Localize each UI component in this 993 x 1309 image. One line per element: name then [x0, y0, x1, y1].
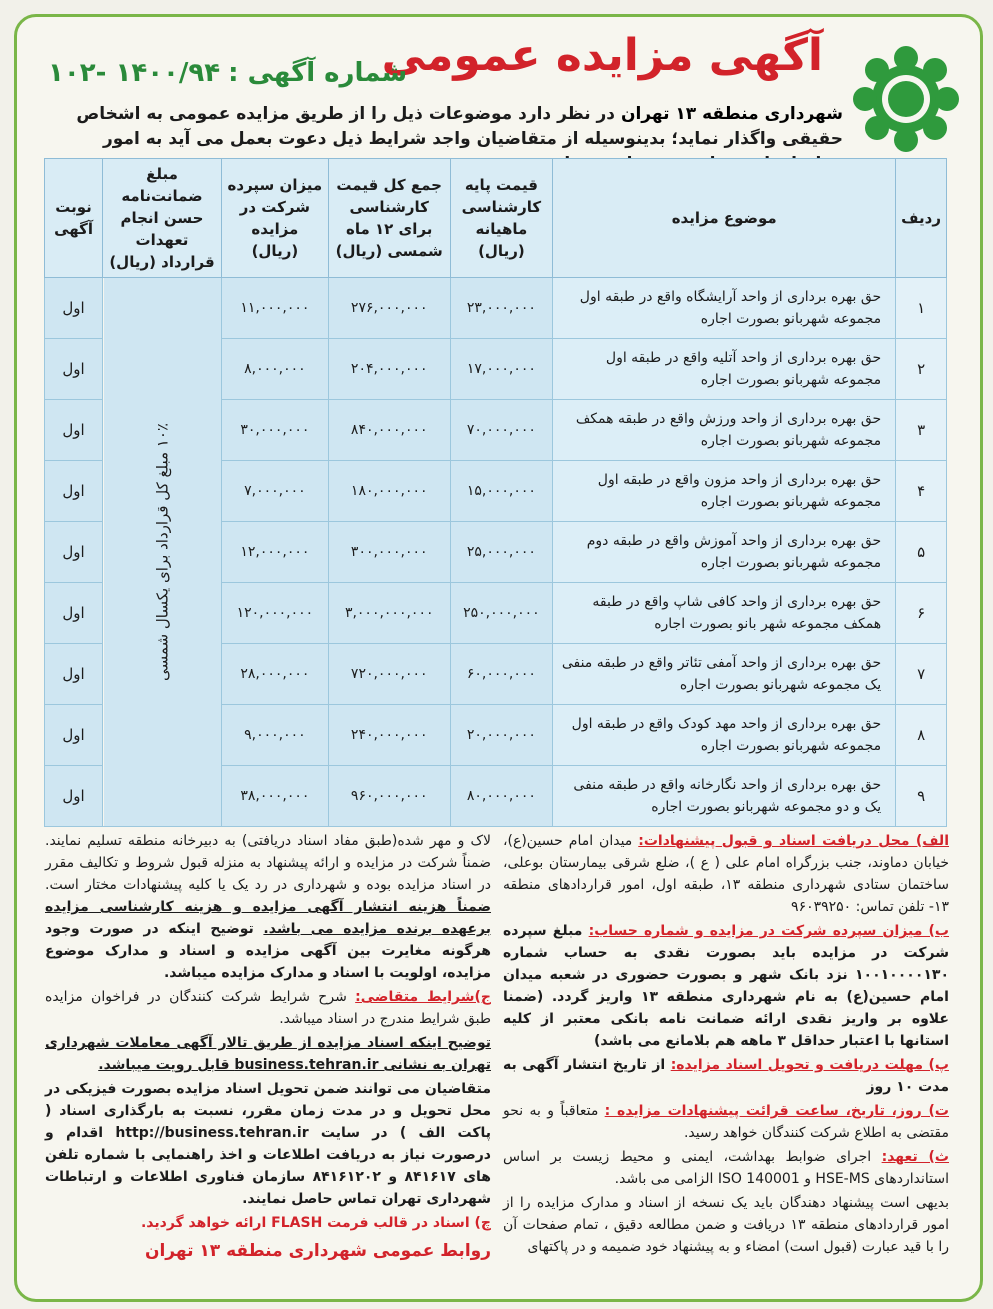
th-guarantee: مبلغ ضمانت‌نامه حسن انجام تعهدات قرارداد (ریال): [103, 159, 222, 278]
clause-th-label: ث) تعهد:: [881, 1149, 949, 1165]
row-index: ۱: [896, 278, 947, 339]
clause-b-label: ب) میزان سپرده شرکت در مزایده و شماره حساب:: [588, 923, 949, 939]
row-index: ۷: [896, 644, 947, 705]
left-text-5: متقاضیان می توانند ضمن تحویل اسناد مزایده بصورت فیزیکی در محل تحویل و در مدت زمان مقرر، نسبت به بارگذاری اسناد ( پاکت الف ) در سایت http://business.tehran.ir اقدام و درصورت نیاز به دریافت اطلاعات و اخذ راهنمایی با شماره تلفن های ۸۴۱۶۱۷ و ۸۴۱۶۱۲۰۲ سازمان فناوری اطلاعات و ارتباطات شهرداری تهران تماس حاصل نمایند.: [45, 1081, 491, 1207]
th-deposit: میزان سپرده شرکت در مزایده (ریال): [221, 159, 328, 278]
row-total: ۸۴۰,۰۰۰,۰۰۰: [328, 400, 450, 461]
row-total: ۲۴۰,۰۰۰,۰۰۰: [328, 705, 450, 766]
table-row: [45, 278, 947, 339]
announcement-number: [48, 58, 407, 88]
announcement-label: شماره آگهی :: [228, 58, 408, 88]
ad-title: آگهی مزایده عمومی: [381, 30, 823, 81]
left-text-1: [45, 830, 491, 984]
intro-text: در نظر دارد موضوعات ذیل را از طریق مزایده عمومی به اشخاص حقیقی واگذار نماید؛ بدینوسیله از متقاضیان واجد شرایط ذیل دعوت بعمل می آید به امور: [76, 104, 843, 149]
row-total: ۱۸۰,۰۰۰,۰۰۰: [328, 461, 450, 522]
row-subject: حق بهره برداری از واحد نگارخانه واقع در طبقه منفی یک و دو مجموعه شهربانو بصورت اجاره: [553, 766, 896, 827]
clause-t-text: متعاقباً و به نحو مقتضی به اطلاع شرکت کنندگان خواهد رسید.: [503, 1103, 949, 1141]
row-index: ۳: [896, 400, 947, 461]
row-subject: حق بهره برداری از واحد آرایشگاه واقع در طبقه اول مجموعه شهربانو بصورت اجاره: [553, 278, 896, 339]
row-turn: اول: [45, 278, 103, 339]
clause-ch: چ) اسناد در قالب فرمت FLASH ارائه خواهد گردید.: [140, 1215, 491, 1231]
left-text-2: ضمناً هزینه انتشار آگهی مزایده و هزینه کارشناسی مزایده برعهده برنده مزایده می باشد.: [45, 899, 491, 937]
clause-th: [503, 1146, 949, 1190]
clause-j: [45, 986, 491, 1030]
row-subject: حق بهره برداری از واحد مزون واقع در طبقه اول مجموعه شهربانو بصورت اجاره: [553, 461, 896, 522]
row-total: ۷۲۰,۰۰۰,۰۰۰: [328, 644, 450, 705]
th-base-price: قیمت پایه کارشناسی ماهیانه (ریال): [450, 159, 553, 278]
row-base-price: ۱۷,۰۰۰,۰۰۰: [450, 339, 553, 400]
th-subject: موضوع مزایده: [553, 159, 896, 278]
clause-a-label: الف) محل دریافت اسناد و قبول پیشنهادات:: [638, 833, 949, 849]
row-subject: حق بهره برداری از واحد کافی شاپ واقع در طبقه همکف مجموعه شهر بانو بصورت اجاره: [553, 583, 896, 644]
row-index: ۴: [896, 461, 947, 522]
clause-a: [503, 830, 949, 918]
conditions-section: [44, 830, 949, 1262]
row-base-price: ۲۵۰,۰۰۰,۰۰۰: [450, 583, 553, 644]
row-total: ۳,۰۰۰,۰۰۰,۰۰۰: [328, 583, 450, 644]
row-deposit: ۱۱,۰۰۰,۰۰۰: [221, 278, 328, 339]
row-turn: اول: [45, 400, 103, 461]
row-base-price: ۲۰,۰۰۰,۰۰۰: [450, 705, 553, 766]
row-index: ۶: [896, 583, 947, 644]
row-deposit: ۷,۰۰۰,۰۰۰: [221, 461, 328, 522]
clause-b: [503, 920, 949, 1052]
table-header-row: [45, 159, 947, 278]
row-total: ۲۰۴,۰۰۰,۰۰۰: [328, 339, 450, 400]
left-text-4: توضیح اینکه اسناد مزایده از طریق تالار آگهی معاملات شهرداری تهران به نشانی business.tehran.ir قابل رویت میباشد.: [45, 1035, 491, 1073]
row-subject: حق بهره برداری از واحد ورزش واقع در طبقه همکف مجموعه شهربانو بصورت اجاره: [553, 400, 896, 461]
row-index: ۵: [896, 522, 947, 583]
announcement-value: ۱۴۰۰/۹۴ -۱۰۲: [48, 58, 221, 88]
row-deposit: ۲۸,۰۰۰,۰۰۰: [221, 644, 328, 705]
clause-t-label: ت) روز، تاریخ، ساعت قرائت پیشنهادات مزایده :: [604, 1103, 949, 1119]
left-column: [45, 830, 491, 1262]
left-text-3: توضیح اینکه در صورت وجود هرگونه مغایرت بین آگهی مزایده و اسناد و مدارک موضوع مزایده، اولویت با اسناد و مدارک مزایده میباشد.: [45, 921, 491, 981]
row-subject: حق بهره برداری از واحد آتلیه واقع در طبقه اول مجموعه شهربانو بصورت اجاره: [553, 339, 896, 400]
clause-extra: بدیهی است پیشنهاد دهندگان باید یک نسخه از اسناد و مدارک مزایده را از امور قراردادهای منطقه ۱۳ دریافت و ضمن مطالعه دقیق ، تمام صفحات آن را با قید عبارت (قبول است) امضاء و به پیشنهاد خود ضمیمه و در پاکتهای: [503, 1195, 949, 1255]
footer-signature: روابط عمومی شهرداری منطقه ۱۳ تهران: [144, 1241, 491, 1261]
row-base-price: ۲۵,۰۰۰,۰۰۰: [450, 522, 553, 583]
clause-p-label: پ) مهلت دریافت و تحویل اسناد مزایده:: [670, 1057, 949, 1073]
row-turn: اول: [45, 461, 103, 522]
row-total: ۲۷۶,۰۰۰,۰۰۰: [328, 278, 450, 339]
th-turn: نوبت آگهی: [45, 159, 103, 278]
clause-j-label: ج)شرایط متقاضی:: [355, 989, 491, 1005]
th-row: ردیف: [896, 159, 947, 278]
row-deposit: ۹,۰۰۰,۰۰۰: [221, 705, 328, 766]
intro-org: شهرداری منطقه ۱۳ تهران: [620, 104, 843, 124]
row-subject: حق بهره برداری از واحد مهد کودک واقع در طبقه اول مجموعه شهربانو بصورت اجاره: [553, 705, 896, 766]
row-base-price: ۶۰,۰۰۰,۰۰۰: [450, 644, 553, 705]
row-base-price: ۲۳,۰۰۰,۰۰۰: [450, 278, 553, 339]
row-deposit: ۳۸,۰۰۰,۰۰۰: [221, 766, 328, 827]
right-column: [503, 830, 949, 1262]
row-total: ۹۶۰,۰۰۰,۰۰۰: [328, 766, 450, 827]
row-turn: اول: [45, 644, 103, 705]
row-deposit: ۸,۰۰۰,۰۰۰: [221, 339, 328, 400]
left-text-1a: لاک و مهر شده(طبق مفاد اسناد دریافتی) به دبیرخانه منطقه تسلیم نمایند. ضمناً شرکت در مزایده و ارائه پیشنهاد به منزله قبول شروط و تکالیف مقرر در اسناد مزایده بوده و شهرداری در رد یک یا کلیه پیشنهادات مختار است.: [45, 833, 491, 893]
auction-table: [44, 158, 947, 827]
row-deposit: ۱۲,۰۰۰,۰۰۰: [221, 522, 328, 583]
row-subject: حق بهره برداری از واحد آمفی تئاتر واقع در طبقه منفی یک مجموعه شهربانو بصورت اجاره: [553, 644, 896, 705]
row-subject: حق بهره برداری از واحد آموزش واقع در طبقه دوم مجموعه شهربانو بصورت اجاره: [553, 522, 896, 583]
row-index: ۹: [896, 766, 947, 827]
row-deposit: ۱۲۰,۰۰۰,۰۰۰: [221, 583, 328, 644]
clause-t: [503, 1100, 949, 1144]
row-turn: اول: [45, 766, 103, 827]
clause-th-text: اجرای ضوابط بهداشت، ایمنی و محیط زیست بر اساس استانداردهای HSE-MS و ISO 140001 الزامی می باشد.: [503, 1149, 949, 1187]
row-turn: اول: [45, 522, 103, 583]
clause-b-text: مبلغ سپرده شرکت در مزایده باید بصورت نقدی به حساب شماره ۱۰۰۱۰۰۰۰۱۳۰ نزد بانک شهر و بصورت حضوری در شعبه میدان امام حسین(ع) به نام شهرداری منطقه ۱۳ واریز گردد. (ضمنا علاوه بر واریز نقدی ارائه ضمانت نامه بانکی معتبر از کلیه استانها با اعتبار حداقل ۳ ماهه هم بلامانع می باشد): [503, 923, 949, 1049]
guarantee-cell: ۱۰٪ مبلغ کل قرارداد برای یکسال شمسی: [103, 278, 222, 827]
row-base-price: ۷۰,۰۰۰,۰۰۰: [450, 400, 553, 461]
clause-p: [503, 1054, 949, 1098]
row-deposit: ۳۰,۰۰۰,۰۰۰: [221, 400, 328, 461]
row-base-price: ۸۰,۰۰۰,۰۰۰: [450, 766, 553, 827]
row-index: ۸: [896, 705, 947, 766]
clause-p-text: از تاریخ انتشار آگهی به مدت ۱۰ روز: [503, 1057, 949, 1095]
clause-a-text: میدان امام حسین(ع)، خیابان دماوند، جنب بزرگراه امام علی ( ع )، ضلع شرقی بیمارستان بوعلی، ساختمان ستادی شهرداری منطقه ۱۳، طبقه اول، امور قراردادهای منطقه ۱۳- تلفن تماس: ۹۶۰۳۹۲۵۰: [503, 833, 950, 915]
clause-j-text: شرح شرایط شرکت کنندگان در فراخوان مزایده طبق شرایط مندرج در اسناد میباشد.: [45, 989, 491, 1027]
row-turn: اول: [45, 705, 103, 766]
row-turn: اول: [45, 339, 103, 400]
row-index: ۲: [896, 339, 947, 400]
row-base-price: ۱۵,۰۰۰,۰۰۰: [450, 461, 553, 522]
th-total: جمع کل قیمت کارشناسی برای ۱۲ ماه شمسی (ریال): [328, 159, 450, 278]
row-turn: اول: [45, 583, 103, 644]
tehran-municipality-logo: [851, 44, 961, 154]
row-total: ۳۰۰,۰۰۰,۰۰۰: [328, 522, 450, 583]
